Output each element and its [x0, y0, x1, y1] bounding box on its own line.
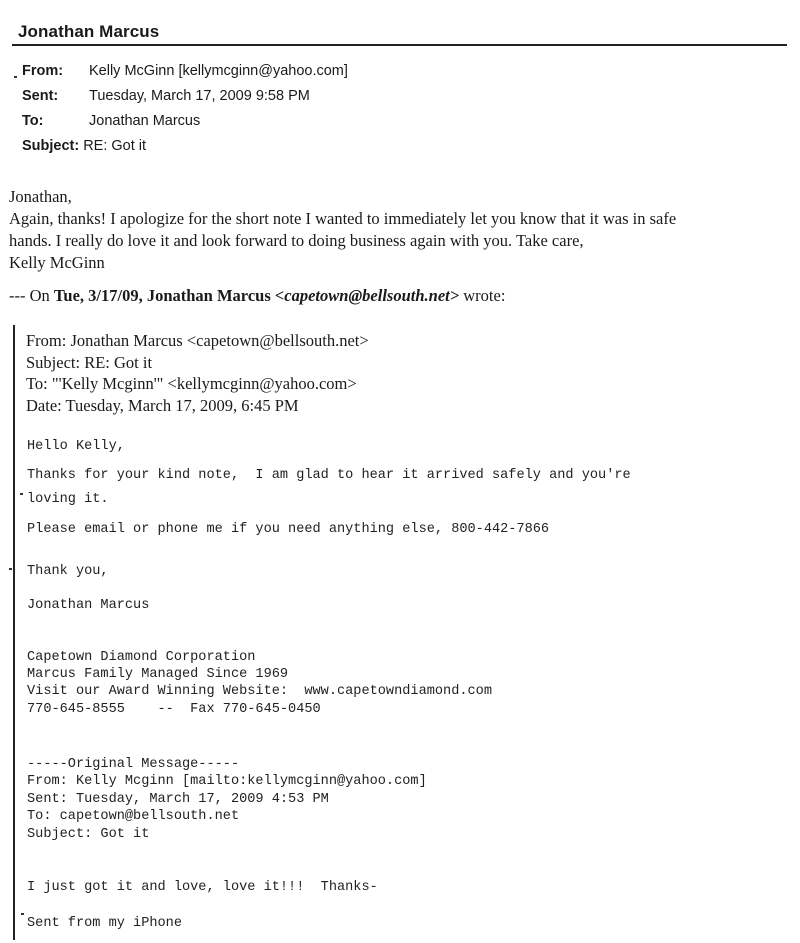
original-body: I just got it and love, love it!!! Thanks- — [27, 880, 378, 895]
quote-bar — [13, 325, 15, 940]
quoted-contact-line: Please email or phone me if you need anything else, 800-442-7866 — [27, 522, 550, 537]
quoted-from: From: Jonathan Marcus <capetown@bellsouth.net> — [26, 331, 369, 350]
reply-greeting: Jonathan, — [9, 187, 72, 206]
reply-line-2: hands. I really do love it and look forward to doing business again with you. Take care, — [9, 231, 584, 250]
attribution-prefix: --- On — [9, 286, 54, 305]
quoted-to: To: "'Kelly Mcginn'" <kellymcginn@yahoo.com> — [26, 374, 357, 393]
to-value: Jonathan Marcus — [89, 113, 201, 129]
quoted-subject: Subject: RE: Got it — [26, 352, 153, 372]
original-subject: Subject: Got it — [27, 827, 150, 842]
quoted-header — [26, 330, 369, 416]
company-name: Capetown Diamond Corporation — [27, 650, 256, 665]
quoted-date: Date: Tuesday, March 17, 2009, 6:45 PM — [26, 395, 299, 415]
quoted-closing: Thank you, — [27, 564, 109, 579]
attribution-address: <capetown@bellsouth.net> — [274, 286, 460, 305]
quoted-signature-name: Jonathan Marcus — [27, 598, 150, 613]
company-tagline: Marcus Family Managed Since 1969 — [27, 667, 289, 682]
header-sent-row — [22, 88, 348, 113]
original-footer: Sent from my iPhone — [27, 916, 182, 931]
attribution-suffix: wrote: — [459, 286, 506, 305]
original-to: To: capetown@bellsouth.net — [27, 809, 240, 824]
header-subject-row — [22, 138, 348, 163]
quoted-thanks-line-2: loving it. — [27, 492, 109, 507]
scan-speck — [14, 76, 17, 78]
header-to-row — [22, 113, 348, 138]
original-from: From: Kelly Mcginn [mailto:kellymcginn@yahoo.com] — [27, 774, 427, 789]
original-sent: Sent: Tuesday, March 17, 2009 4:53 PM — [27, 792, 329, 807]
subject-label: Subject: — [22, 138, 80, 154]
reply-signature: Kelly McGinn — [9, 253, 105, 272]
reply-line-1: Again, thanks! I apologize for the short note I wanted to immediately let you know that it was in safe — [9, 209, 677, 228]
scan-speck — [21, 913, 24, 915]
header-from-row — [22, 63, 348, 88]
subject-value: RE: Got it — [83, 138, 147, 154]
original-message-divider: -----Original Message----- — [27, 757, 240, 772]
quoted-thanks-line-1: Thanks for your kind note, I am glad to hear it arrived safely and you're — [27, 468, 631, 483]
email-header — [22, 63, 348, 163]
to-label: To: — [22, 113, 44, 129]
from-value: Kelly McGinn [kellymcginn@yahoo.com] — [89, 63, 348, 79]
scan-speck — [20, 493, 23, 495]
reply-body — [9, 186, 789, 274]
attribution-date: Tue, 3/17/09, Jonathan Marcus — [53, 286, 271, 305]
document-title: Jonathan Marcus — [18, 22, 160, 41]
quoted-greeting: Hello Kelly, — [27, 439, 125, 454]
title-divider — [12, 44, 787, 46]
company-phone-line: 770-645-8555 -- Fax 770-645-0450 — [27, 702, 321, 717]
sent-label: Sent: — [22, 88, 59, 104]
scan-speck — [9, 568, 12, 570]
quote-attribution — [9, 286, 505, 306]
company-website-line: Visit our Award Winning Website: www.capetowndiamond.com — [27, 684, 492, 699]
from-label: From: — [22, 63, 64, 79]
sent-value: Tuesday, March 17, 2009 9:58 PM — [89, 88, 310, 104]
